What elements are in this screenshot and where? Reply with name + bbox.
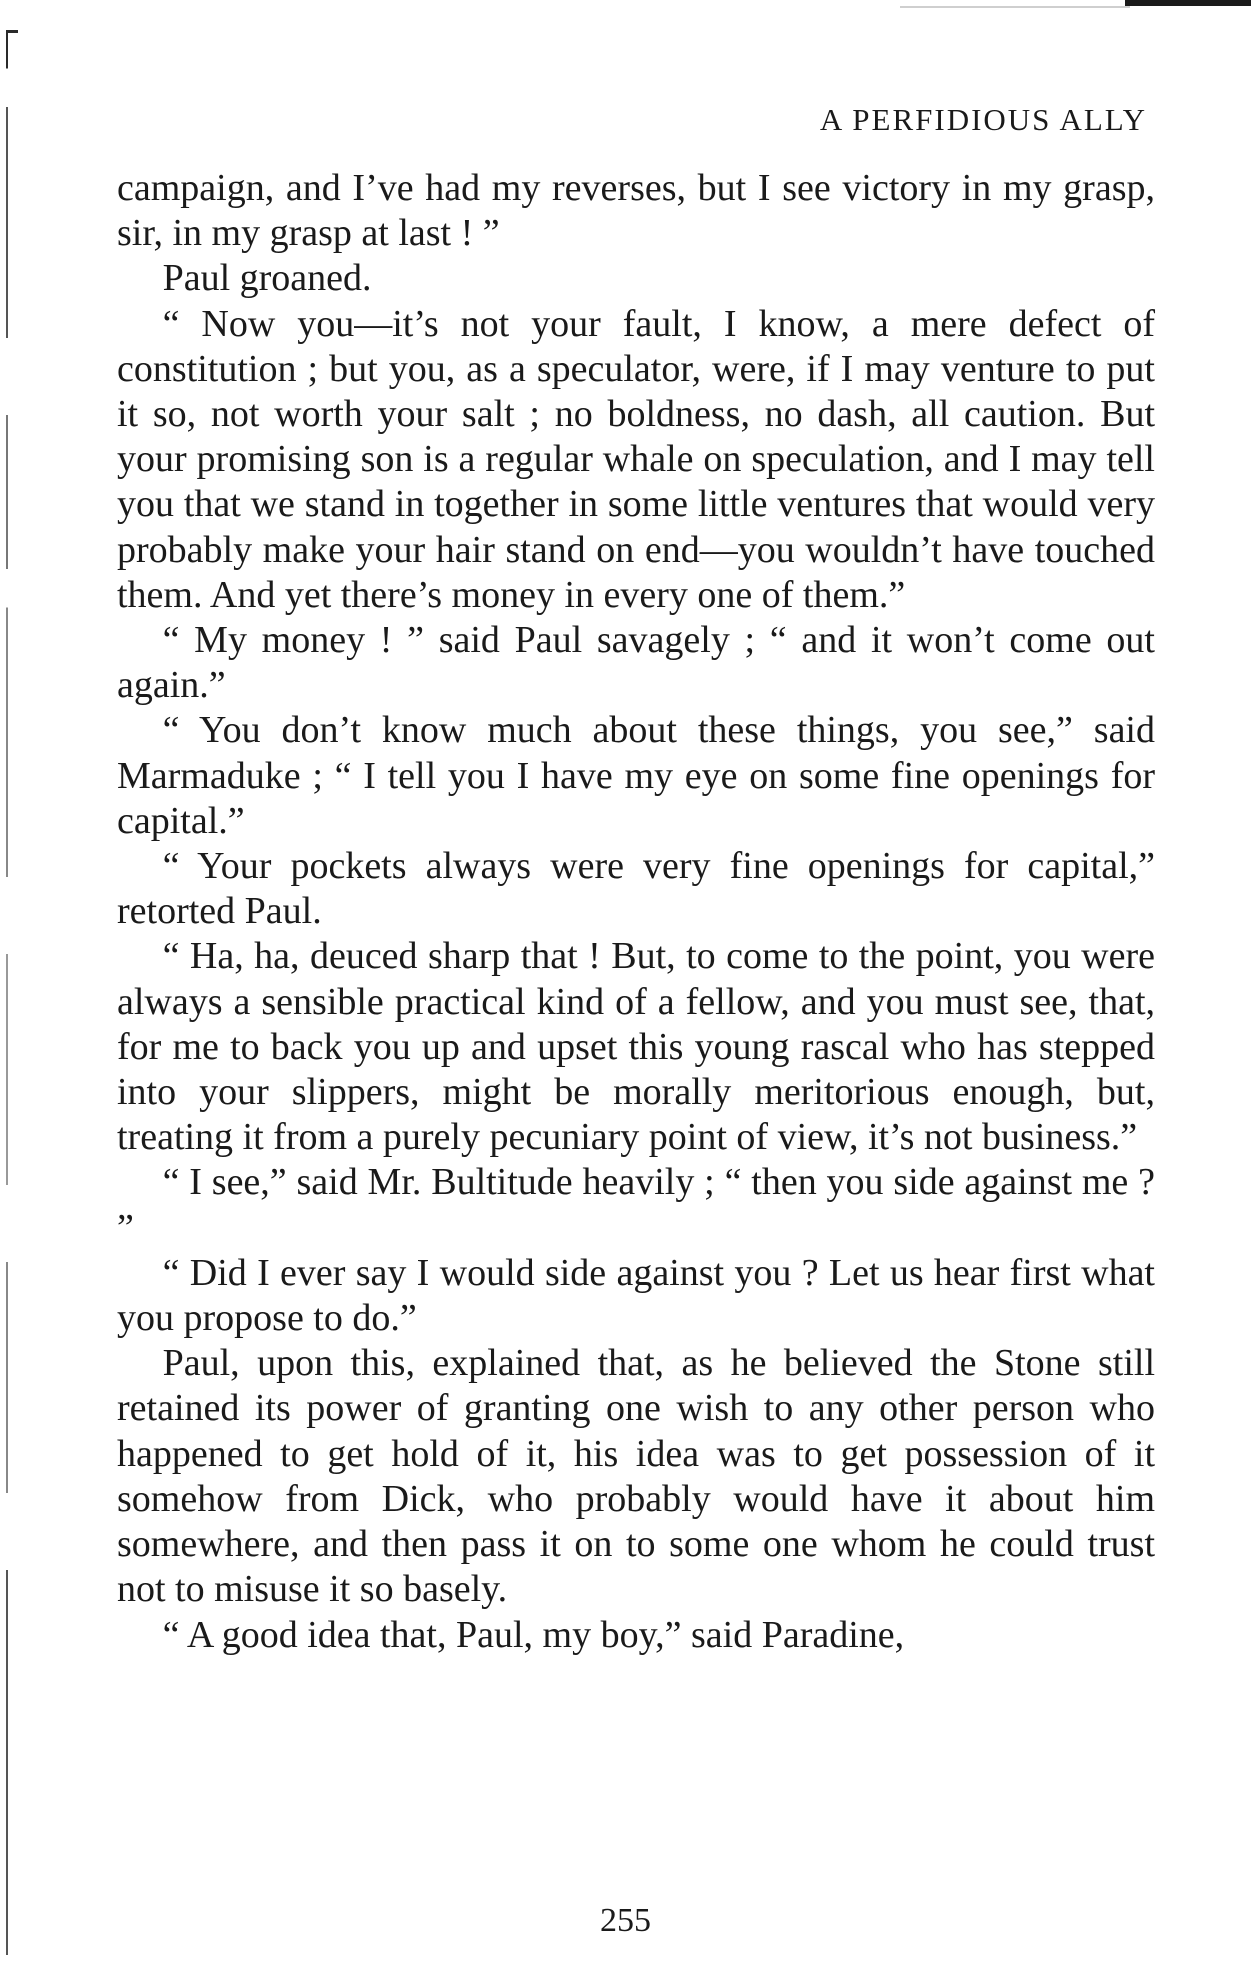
paragraph: “ Your pockets always were very fine openings for capital,” retorted Paul. [117, 845, 1155, 933]
page-gutter-edge [6, 30, 8, 1955]
paragraph: “ A good idea that, Paul, my boy,” said Paradine, [162, 1613, 905, 1656]
paragraph: “ My money ! ” said Paul savagely ; “ and it won’t come out again.” [117, 619, 1155, 707]
paragraph: campaign, and I’ve had my reverses, but I see victory in my grasp, sir, in my grasp at last ! ” [117, 167, 1155, 255]
paragraph: “ Ha, ha, deuced sharp that ! But, to come to the point, you were always a sensible practical kind of a fellow, and you must see, that, for me to back you up and upset this young rascal who has stepped into your slippers, might be morally meritorious enough, but, treating it from a purely pecuniary point of view, it’s not business.” [117, 935, 1155, 1159]
scan-edge-shadow [900, 6, 1130, 8]
paragraph: “ Now you—it’s not your fault, I know, a mere defect of constitution ; but you, as a speculator, were, if I may venture to put it so, not worth your salt ; no boldness, no dash, all caution. But your promising son is a regular whale on speculation, and I may tell you that we stand in together in some little ventures that would very probably make your hair stand on end—you wouldn’t have touched them. And yet there’s money in every one of them.” [117, 302, 1155, 616]
running-title: A PERFIDIOUS ALLY [819, 102, 1147, 137]
paragraph: Paul groaned. [162, 257, 372, 300]
page-number: 255 [600, 1902, 651, 1939]
paragraph: “ You don’t know much about these things, you see,” said Marmaduke ; “ I tell you I have my eye on some fine openings for capital.” [117, 709, 1155, 842]
page-corner-mark [6, 30, 18, 33]
paragraph: “ Did I ever say I would side against you ? Let us hear first what you propose to do.” [117, 1251, 1155, 1340]
paragraph: Paul, upon this, explained that, as he believed the Stone still retained its power of granting one wish to any other person who happened to get hold of it, his idea was to get possession of it somehow from Dick, who probably would have it about him somewhere, and then pass it on to some one whom he could trust not to misuse it so basely. [117, 1342, 1155, 1611]
body-text [117, 166, 1155, 1658]
scan-edge-mark [1125, 0, 1251, 6]
paragraph: “ I see,” said Mr. Bultitude heavily ; “ then you side against me ? ” [117, 1161, 1155, 1249]
